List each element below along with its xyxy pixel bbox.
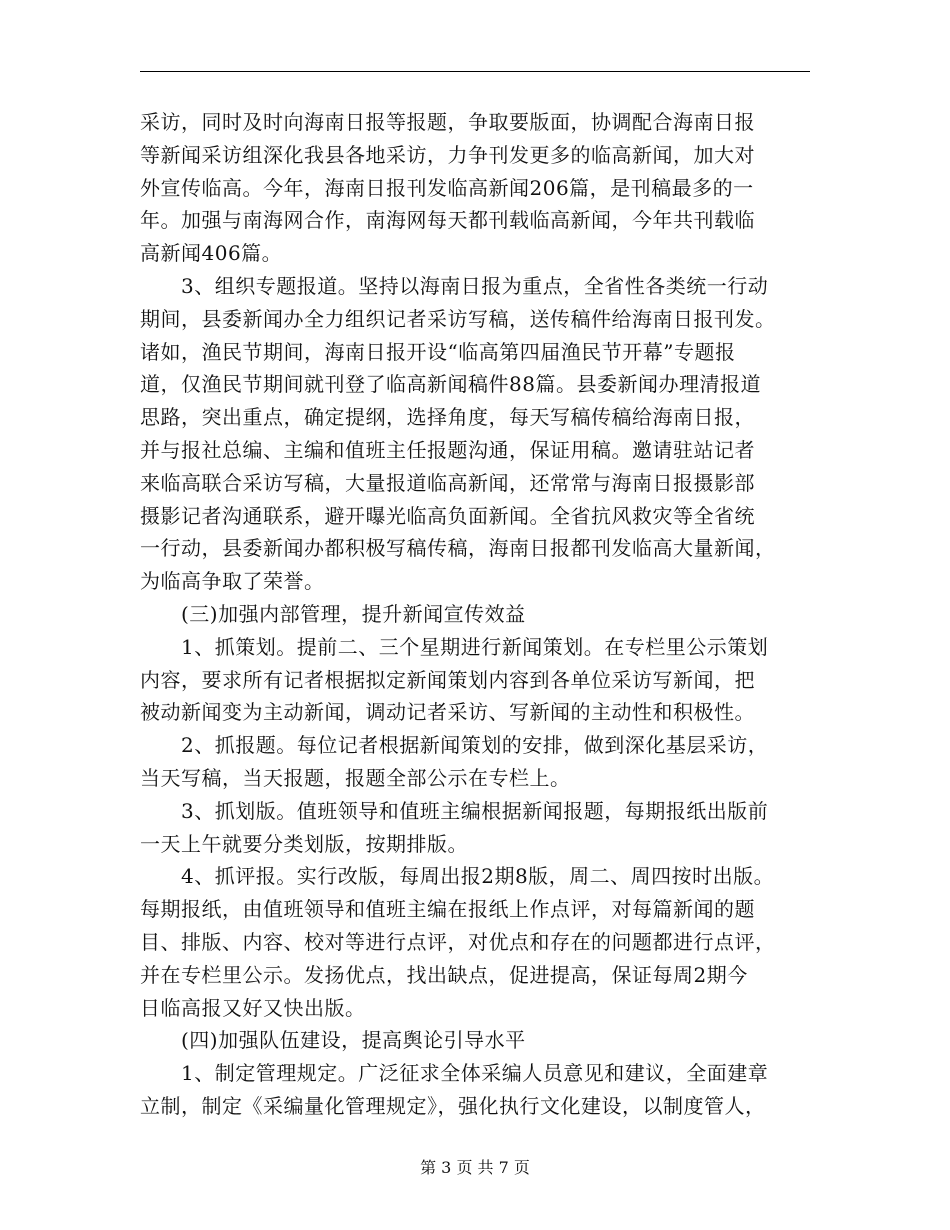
- text-line: 立制，制定《采编量化管理规定》，强化执行文化建设，以制度管人，: [140, 1093, 766, 1118]
- text-line: 等新闻采访组深化我县各地采访，力争刊发更多的临高新闻，加大对: [140, 142, 755, 167]
- text-line: 思路，突出重点，确定提纲，选择角度，每天写稿传稿给海南日报，: [140, 405, 755, 430]
- text-line: 4、抓评报。实行改版，每周出报2期8版，周二、周四按时出版。: [140, 864, 775, 889]
- page-number: 第 3 页 共 7 页: [420, 1158, 530, 1177]
- text-line: 目、排版、内容、校对等进行点评，对优点和存在的问题都进行点评，: [140, 929, 776, 954]
- text-line: 诸如，渔民节期间，海南日报开设“临高第四届渔民节开幕”专题报: [140, 339, 736, 364]
- text-line: 一行动，县委新闻办都积极写稿传稿，海南日报都刊发临高大量新闻，: [140, 536, 776, 561]
- text-line: 高新闻406篇。: [140, 241, 283, 266]
- text-line: 当天写稿，当天报题，报题全部公示在专栏上。: [140, 765, 571, 790]
- text-line: (三)加强内部管理，提升新闻宣传效益: [140, 601, 526, 626]
- body-text: [140, 106, 820, 1123]
- text-line: 内容，要求所有记者根据拟定新闻策划内容到各单位采访写新闻，把: [140, 667, 755, 692]
- text-line: 3、抓划版。值班领导和值班主编根据新闻报题，每期报纸出版前: [140, 798, 769, 823]
- text-line: 来临高联合采访写稿，大量报道临高新闻，还常常与海南日报摄影部: [140, 470, 755, 495]
- text-line: 每期报纸，由值班领导和值班主编在报纸上作点评，对每篇新闻的题: [140, 897, 755, 922]
- text-line: 1、抓策划。提前二、三个星期进行新闻策划。在专栏里公示策划: [140, 634, 769, 659]
- text-line: 被动新闻变为主动新闻，调动记者采访、写新闻的主动性和积极性。: [140, 700, 755, 725]
- text-line: 摄影记者沟通联系，避开曝光临高负面新闻。全省抗风救灾等全省统: [140, 503, 755, 528]
- text-line: 采访，同时及时向海南日报等报题，争取要版面，协调配合海南日报: [140, 110, 755, 134]
- text-line: 日临高报又好又快出版。: [140, 995, 366, 1020]
- text-line: 外宣传临高。今年，海南日报刊发临高新闻206篇，是刊稿最多的一: [140, 175, 754, 200]
- text-line: 期间，县委新闻办全力组织记者采访写稿，送传稿件给海南日报刊发。: [140, 306, 776, 331]
- text-line: (四)加强队伍建设，提高舆论引导水平: [140, 1028, 526, 1053]
- text-line: 并在专栏里公示。发扬优点，找出缺点，促进提高，保证每周2期今: [140, 962, 748, 987]
- text-line: 2、抓报题。每位记者根据新闻策划的安排，做到深化基层采访，: [140, 733, 769, 758]
- text-line: 年。加强与南海网合作，南海网每天都刊载临高新闻，今年共刊载临: [140, 208, 755, 233]
- text-line: 3、组织专题报道。坚持以海南日报为重点，全省性各类统一行动: [140, 273, 769, 298]
- text-line: 一天上午就要分类划版，按期排版。: [140, 831, 468, 856]
- text-line: 1、制定管理规定。广泛征求全体采编人员意见和建议，全面建章: [140, 1061, 769, 1086]
- header-rule: [140, 71, 810, 72]
- text-line: 道，仅渔民节期间就刊登了临高新闻稿件88篇。县委新闻办理清报道: [140, 372, 761, 397]
- text-line: 为临高争取了荣誉。: [140, 569, 325, 594]
- text-line: 并与报社总编、主编和值班主任报题沟通，保证用稿。邀请驻站记者: [140, 437, 755, 462]
